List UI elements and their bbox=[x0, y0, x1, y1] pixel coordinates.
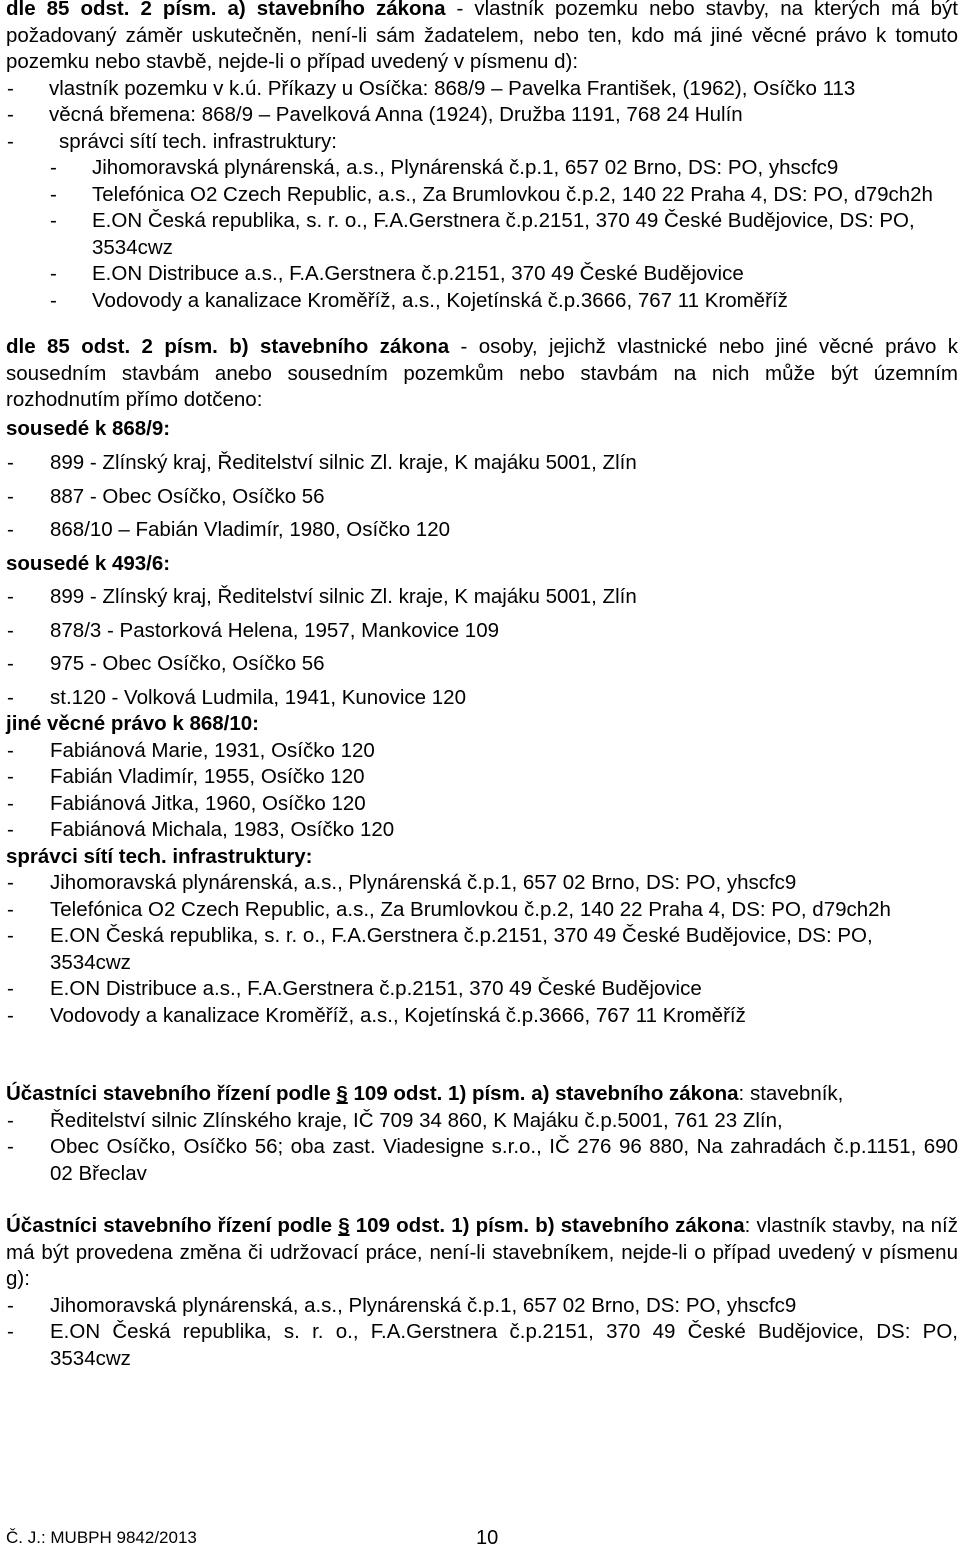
section-c-heading-law: 109 odst. 1) písm. a) stavebního zákona bbox=[347, 1082, 739, 1105]
section-b-heading bbox=[6, 334, 958, 414]
section-d-heading-text: : vlastník stavby, na níž má být provedena změna či udržovací práce, není-li stavebníkem, nejde-li o případ uvedený v písmenu g): bbox=[6, 1214, 958, 1290]
section-d-heading bbox=[6, 1213, 958, 1293]
list-item: - Jihomoravská plynárenská, a.s., Plynárenská č.p.1, 657 02 Brno, DS: PO, yhscfc9 bbox=[6, 870, 958, 897]
list-item: - Jihomoravská plynárenská, a.s., Plynárenská č.p.1, 657 02 Brno, DS: PO, yhscfc9 bbox=[6, 1293, 958, 1320]
section-d-paragraph-sign: § bbox=[338, 1214, 350, 1237]
list-item: - 899 - Zlínský kraj, Ředitelství silnic Zl. kraje, K majáku 5001, Zlín bbox=[6, 450, 958, 477]
list-item: - Vodovody a kanalizace Kroměříž, a.s., Kojetínská č.p.3666, 767 11 Kroměříž bbox=[6, 1003, 958, 1030]
document-number: Č. J.: MUBPH 9842/2013 bbox=[6, 1528, 197, 1547]
neighbors-493-6-label: sousedé k 493/6: bbox=[6, 551, 171, 575]
list-item: - Telefónica O2 Czech Republic, a.s., Za Brumlovkou č.p.2, 140 22 Praha 4, DS: PO, d79ch2h bbox=[49, 182, 958, 209]
list-item: - vlastník pozemku v k.ú. Příkazy u Osíčka: 868/9 – Pavelka František, (1962), Osíčko 113 bbox=[6, 76, 958, 103]
section-a-heading bbox=[6, 0, 958, 76]
section-a-list bbox=[6, 76, 958, 315]
list-item: - 868/10 – Fabián Vladimír, 1980, Osíčko 120 bbox=[6, 517, 958, 544]
list-item: - Vodovody a kanalizace Kroměříž, a.s., Kojetínská č.p.3666, 767 11 Kroměříž bbox=[49, 288, 958, 315]
neighbors-868-9-list bbox=[6, 450, 958, 544]
other-rights-label: jiné věcné právo k 868/10: bbox=[6, 712, 259, 735]
list-item: - Fabiánová Michala, 1983, Osíčko 120 bbox=[6, 817, 958, 844]
section-c-heading-text: : stavebník, bbox=[738, 1082, 844, 1105]
section-c-list bbox=[6, 1108, 958, 1188]
neighbors-868-9-label: sousedé k 868/9: bbox=[6, 416, 171, 440]
section-a-infra-list bbox=[49, 155, 958, 314]
list-item bbox=[6, 129, 958, 315]
infra-label: správci sítí tech. infrastruktury: bbox=[59, 129, 337, 153]
section-c-paragraph-sign: § bbox=[336, 1082, 348, 1105]
section-b-heading-law: b) stavebního zákona bbox=[229, 335, 450, 358]
section-b-infra-label: správci sítí tech. infrastruktury: bbox=[6, 844, 313, 868]
section-d-list bbox=[6, 1293, 958, 1373]
list-item: - Fabián Vladimír, 1955, Osíčko 120 bbox=[6, 764, 958, 791]
list-item: - E.ON Česká republika, s. r. o., F.A.Gerstnera č.p.2151, 370 49 České Budějovice, DS: PO, 3534cwz bbox=[6, 1319, 958, 1372]
section-d-heading-law: 109 odst. 1) písm. b) stavebního zákona bbox=[349, 1214, 745, 1237]
list-item: - 899 - Zlínský kraj, Ředitelství silnic Zl. kraje, K majáku 5001, Zlín bbox=[6, 584, 958, 611]
list-item: - Obec Osíčko, Osíčko 56; oba zast. Viadesigne s.r.o., IČ 276 96 880, Na zahradách č.p.1151, 690 02 Břeclav bbox=[6, 1134, 958, 1187]
section-c-heading bbox=[6, 1081, 958, 1108]
list-item: - Fabiánová Marie, 1931, Osíčko 120 bbox=[6, 738, 958, 765]
neighbors-493-6-list bbox=[6, 584, 958, 711]
document-page bbox=[6, 0, 958, 1372]
section-a-heading-ref: dle 85 odst. 2 písm. bbox=[6, 0, 217, 20]
section-b-heading-ref: dle 85 odst. 2 písm. bbox=[6, 335, 218, 358]
list-item: - Jihomoravská plynárenská, a.s., Plynárenská č.p.1, 657 02 Brno, DS: PO, yhscfc9 bbox=[49, 155, 958, 182]
list-item: - E.ON Distribuce a.s., F.A.Gerstnera č.p.2151, 370 49 České Budějovice bbox=[49, 261, 958, 288]
list-item: - Ředitelství silnic Zlínského kraje, IČ 709 34 860, K Majáku č.p.5001, 761 23 Zlín, bbox=[6, 1108, 958, 1135]
list-item: - 887 - Obec Osíčko, Osíčko 56 bbox=[6, 484, 958, 511]
list-item: - Telefónica O2 Czech Republic, a.s., Za Brumlovkou č.p.2, 140 22 Praha 4, DS: PO, d79ch2h bbox=[6, 897, 958, 924]
page-number: 10 bbox=[476, 1527, 499, 1549]
list-item: - 975 - Obec Osíčko, Osíčko 56 bbox=[6, 651, 958, 678]
list-item: - 878/3 - Pastorková Helena, 1957, Mankovice 109 bbox=[6, 618, 958, 645]
section-a-heading-law: a) stavebního zákona bbox=[227, 0, 446, 20]
list-item: - st.120 - Volková Ludmila, 1941, Kunovice 120 bbox=[6, 685, 958, 712]
list-item: - Fabiánová Jitka, 1960, Osíčko 120 bbox=[6, 791, 958, 818]
list-item: - E.ON Česká republika, s. r. o., F.A.Gerstnera č.p.2151, 370 49 České Budějovice, DS: PO, 3534cwz bbox=[49, 208, 958, 261]
section-d-heading-title: Účastníci stavebního řízení podle bbox=[6, 1214, 333, 1237]
list-item: - věcná břemena: 868/9 – Pavelková Anna (1924), Družba 1191, 768 24 Hulín bbox=[6, 102, 958, 129]
list-item: - E.ON Česká republika, s. r. o., F.A.Gerstnera č.p.2151, 370 49 České Budějovice, DS: PO, 3534cwz bbox=[6, 923, 958, 976]
other-rights-list bbox=[6, 738, 958, 844]
section-b-infra-list bbox=[6, 870, 958, 1029]
section-a-heading-text: - vlastník pozemku nebo stavby, na kterých má být požadovaný záměr uskutečněn, není-li sám žadatelem, nebo ten, kdo má jiné věcné právo k tomuto pozemku nebo stavbě, nejde-li o případ uvedený v písmenu d): bbox=[6, 0, 958, 73]
section-b-heading-text: - osoby, jejichž vlastnické nebo jiné věcné právo k sousedním stavbám anebo sousedním pozemkům nebo stavbám na nich může být územním rozhodnutím přímo dotčeno: bbox=[6, 335, 958, 411]
list-item: - E.ON Distribuce a.s., F.A.Gerstnera č.p.2151, 370 49 České Budějovice bbox=[6, 976, 958, 1003]
section-c-heading-title: Účastníci stavebního řízení podle bbox=[6, 1082, 331, 1105]
